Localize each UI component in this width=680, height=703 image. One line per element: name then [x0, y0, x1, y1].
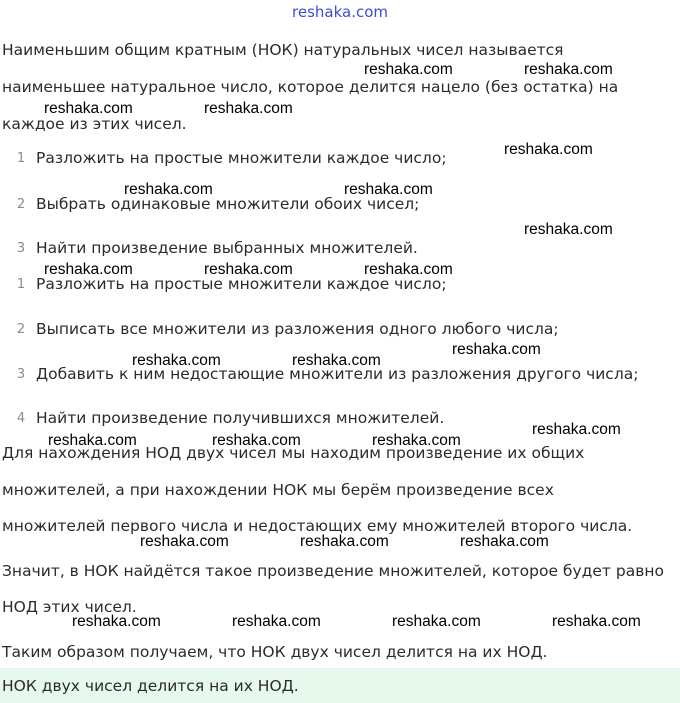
intro-line-1: Наименьшим общим кратным (НОК) натуральных чисел называется [2, 41, 564, 59]
site-header-label: reshaka.com [292, 3, 388, 21]
list-nok-number-4: 4 [16, 411, 26, 426]
list-nok-item-3: Добавить к ним недостающие множители из разложения другого числа; [36, 365, 639, 383]
watermark: reshaka.com [140, 533, 229, 550]
watermark: reshaka.com [204, 261, 293, 278]
answer-box [0, 668, 680, 703]
watermark: reshaka.com [524, 221, 613, 238]
paragraph-1-line-3: множителей первого числа и недостающих ему множителей второго числа. [2, 517, 633, 535]
list-nok-number-3: 3 [16, 367, 26, 382]
list-nod-item-2: Выбрать одинаковые множители обоих чисел; [36, 195, 420, 213]
watermark: reshaka.com [532, 421, 621, 438]
paragraph-2-line-1: Значит, в НОК найдётся такое произведение множителей, которое будет равно [2, 562, 664, 580]
list-nod-item-3: Найти произведение выбранных множителей. [36, 239, 418, 257]
watermark: reshaka.com [72, 613, 161, 630]
intro-line-2: наименьшее натуральное число, которое делится нацело (без остатка) на [2, 78, 619, 96]
answer-text: НОК двух чисел делится на их НОД. [2, 677, 299, 695]
list-nok-item-4: Найти произведение получившихся множителей. [36, 409, 445, 427]
watermark: reshaka.com [204, 100, 293, 117]
list-nod-number-2: 2 [16, 197, 26, 212]
list-nod-item-1: Разложить на простые множители каждое число; [36, 149, 447, 167]
watermark: reshaka.com [364, 61, 453, 78]
watermark: reshaka.com [392, 613, 481, 630]
watermark: reshaka.com [344, 181, 433, 198]
list-nok-item-1: Разложить на простые множители каждое число; [36, 275, 447, 293]
watermark: reshaka.com [460, 533, 549, 550]
watermark: reshaka.com [232, 613, 321, 630]
watermark: reshaka.com [212, 432, 301, 449]
paragraph-3: Таким образом получаем, что НОК двух чисел делится на их НОД. [2, 643, 548, 661]
watermark: reshaka.com [132, 352, 221, 369]
intro-line-3: каждое из этих чисел. [2, 115, 187, 133]
watermark: reshaka.com [300, 533, 389, 550]
watermark: reshaka.com [524, 61, 613, 78]
paragraph-2-line-2: НОД этих чисел. [2, 598, 137, 616]
watermark: reshaka.com [48, 432, 137, 449]
watermark: reshaka.com [452, 341, 541, 358]
paragraph-1-line-2: множителей, а при нахождении НОК мы берём произведение всех [2, 481, 554, 499]
list-nod-number-1: 1 [16, 151, 26, 166]
watermark: reshaka.com [504, 141, 593, 158]
watermark: reshaka.com [124, 181, 213, 198]
list-nok-number-1: 1 [16, 277, 26, 292]
watermark: reshaka.com [364, 261, 453, 278]
watermark: reshaka.com [292, 352, 381, 369]
watermark: reshaka.com [372, 432, 461, 449]
list-nok-item-2: Выписать все множители из разложения одного любого числа; [36, 320, 559, 338]
watermark: reshaka.com [44, 261, 133, 278]
list-nod-number-3: 3 [16, 241, 26, 256]
watermark: reshaka.com [44, 100, 133, 117]
list-nok-number-2: 2 [16, 322, 26, 337]
watermark: reshaka.com [552, 613, 641, 630]
paragraph-1-line-1: Для нахождения НОД двух чисел мы находим произведение их общих [2, 444, 585, 462]
